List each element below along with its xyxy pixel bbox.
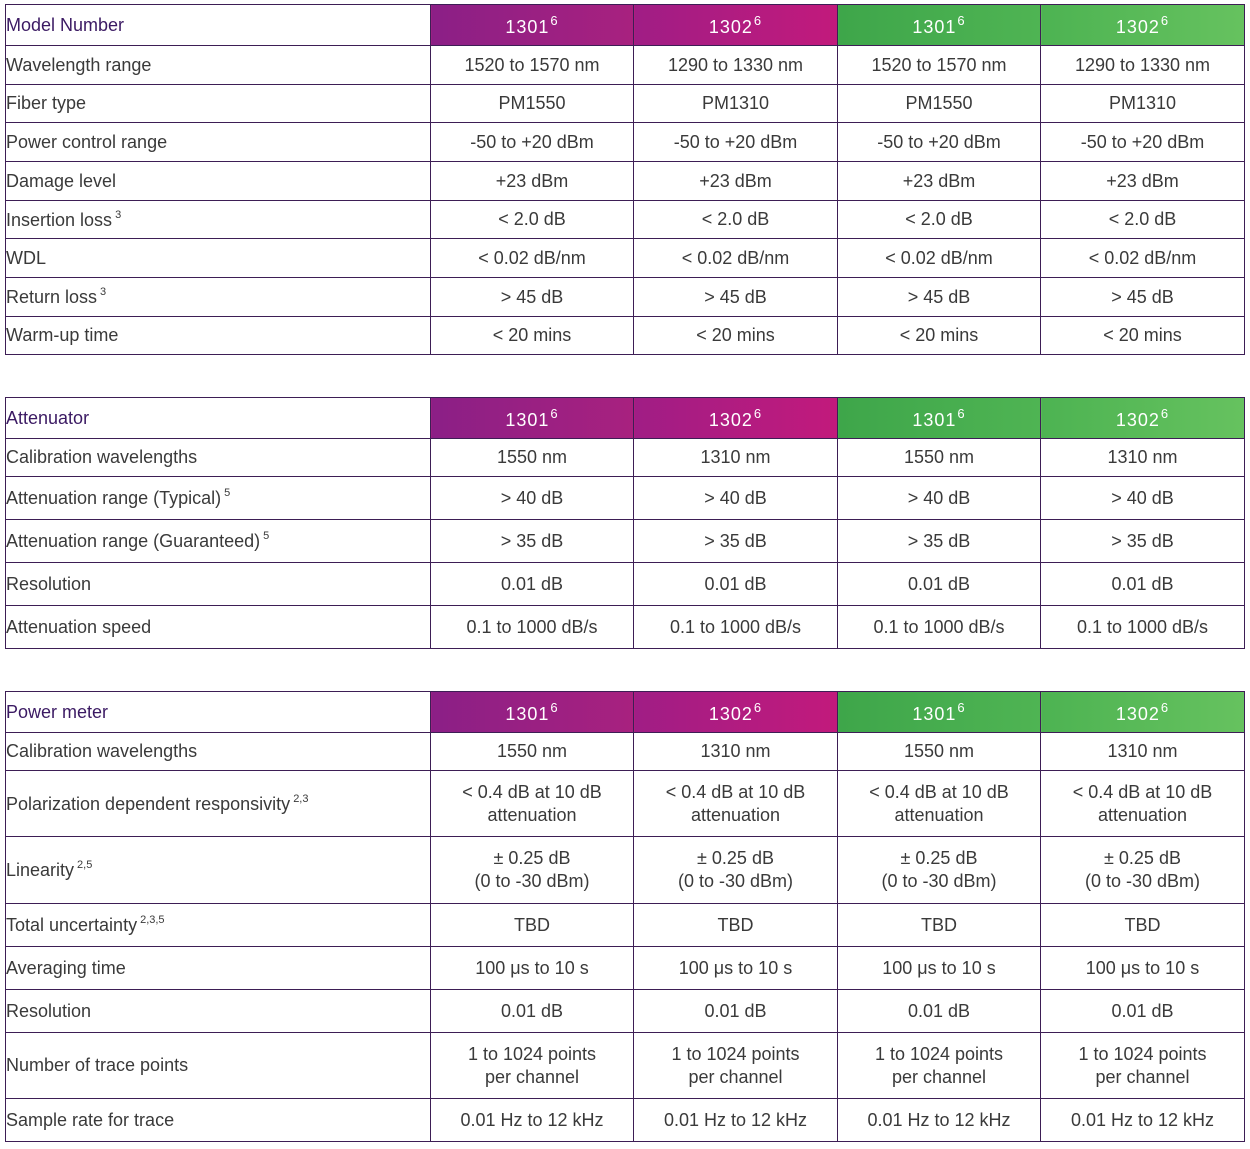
model-number: 1302 — [708, 703, 753, 724]
value-line: PM1310 — [701, 93, 770, 113]
value-line: 1310 nm — [1107, 741, 1178, 761]
value-line: 0.01 dB — [704, 1000, 767, 1021]
value-cell — [634, 837, 838, 904]
value-line: 1520 to 1570 nm — [871, 54, 1007, 75]
table-row — [6, 1099, 1245, 1142]
value-cell — [1041, 85, 1245, 123]
table-row — [6, 771, 1245, 837]
table-row — [6, 606, 1245, 649]
row-label — [6, 477, 431, 520]
model-number: 1301 — [912, 409, 957, 430]
value-cell — [1041, 771, 1245, 837]
value-cell — [634, 123, 838, 162]
table-row — [6, 1033, 1245, 1099]
row-label — [6, 904, 431, 947]
row-label-text: Damage level — [6, 170, 117, 191]
value-line: > 35 dB — [1111, 530, 1174, 551]
value-line: > 40 dB — [500, 487, 564, 508]
value-line: < 0.4 dB at 10 dB — [665, 781, 806, 802]
table-row — [6, 520, 1245, 563]
value-line: 0.01 dB — [1111, 573, 1174, 594]
model-header — [838, 398, 1041, 439]
value-cell — [634, 46, 838, 85]
value-line: 1310 nm — [1107, 447, 1178, 467]
model-number-table — [5, 4, 1245, 355]
value-cell — [634, 606, 838, 649]
model-number: 1301 — [912, 703, 957, 724]
value-cell — [431, 520, 634, 563]
value-line: ± 0.25 dB — [493, 848, 571, 868]
value-cell — [1041, 520, 1245, 563]
row-label-text: Insertion loss — [6, 209, 113, 230]
value-line: 1310 nm — [700, 741, 771, 761]
value-cell — [838, 123, 1041, 162]
value-cell — [634, 947, 838, 990]
value-cell — [634, 771, 838, 837]
row-label-text: Warm-up time — [6, 325, 119, 345]
table-header-row — [6, 5, 1245, 46]
value-cell — [838, 85, 1041, 123]
value-line: +23 dBm — [1106, 170, 1179, 191]
row-label — [6, 733, 431, 771]
row-label-text: Calibration wavelengths — [6, 447, 198, 467]
value-line: 0.01 dB — [500, 573, 564, 594]
model-number: 1302 — [1115, 409, 1160, 430]
value-line: 0.01 Hz to 12 kHz — [460, 1109, 604, 1130]
model-footnote: 6 — [957, 405, 966, 421]
model-header — [634, 692, 838, 733]
value-line: 100 μs to 10 s — [1085, 957, 1200, 978]
row-label — [6, 85, 431, 123]
row-label-text: Fiber type — [6, 93, 87, 113]
model-header — [1041, 692, 1245, 733]
value-cell — [431, 201, 634, 239]
model-header — [431, 5, 634, 46]
row-label — [6, 162, 431, 201]
value-cell — [838, 46, 1041, 85]
row-label — [6, 563, 431, 606]
value-line: 1 to 1024 points — [467, 1043, 597, 1064]
row-label — [6, 278, 431, 317]
value-cell — [838, 520, 1041, 563]
row-label — [6, 771, 431, 837]
value-cell — [431, 904, 634, 947]
row-label — [6, 239, 431, 278]
value-line: TBD — [921, 914, 957, 935]
value-cell — [838, 317, 1041, 355]
value-line: > 40 dB — [1111, 487, 1174, 508]
value-line: > 35 dB — [500, 530, 564, 551]
value-line: < 2.0 dB — [905, 209, 973, 229]
value-line: (0 to -30 dBm) — [1084, 871, 1201, 891]
table-row — [6, 278, 1245, 317]
value-cell — [431, 439, 634, 477]
row-label-text: Number of trace points — [6, 1055, 189, 1075]
value-line: per channel — [484, 1066, 580, 1087]
value-line: 1550 nm — [903, 741, 975, 761]
value-line: attenuation — [894, 804, 984, 825]
model-header — [1041, 5, 1245, 46]
value-cell — [1041, 201, 1245, 239]
value-line: 0.01 dB — [500, 1000, 564, 1021]
value-line: (0 to -30 dBm) — [474, 871, 590, 891]
value-line: PM1310 — [1108, 93, 1177, 113]
value-cell — [1041, 123, 1245, 162]
value-cell — [634, 317, 838, 355]
value-line: 1 to 1024 points — [671, 1043, 800, 1064]
value-line: < 0.02 dB/nm — [885, 247, 993, 268]
row-label — [6, 947, 431, 990]
value-cell — [431, 162, 634, 201]
value-cell — [634, 85, 838, 123]
value-cell — [1041, 477, 1245, 520]
model-number: 1301 — [505, 703, 550, 724]
value-cell — [838, 990, 1041, 1033]
value-cell — [1041, 239, 1245, 278]
value-line: 100 μs to 10 s — [475, 957, 589, 978]
value-line: attenuation — [487, 804, 577, 825]
value-line: 0.01 dB — [907, 573, 971, 594]
value-cell — [1041, 606, 1245, 649]
row-label-text: Wavelength range — [6, 54, 152, 75]
table-row — [6, 477, 1245, 520]
value-line: < 0.4 dB at 10 dB — [462, 781, 602, 802]
section-title: Attenuator — [6, 398, 431, 439]
value-line: per channel — [1095, 1066, 1190, 1087]
value-line: < 20 mins — [696, 325, 775, 345]
table-row — [6, 46, 1245, 85]
value-cell — [838, 606, 1041, 649]
value-cell — [431, 733, 634, 771]
value-line: 0.01 Hz to 12 kHz — [867, 1109, 1011, 1130]
value-line: 1550 nm — [496, 447, 568, 467]
row-label — [6, 520, 431, 563]
value-line: TBD — [1124, 914, 1161, 935]
value-line: > 45 dB — [704, 286, 767, 307]
value-cell — [1041, 563, 1245, 606]
model-footnote: 6 — [550, 12, 559, 28]
row-label-text: Polarization dependent responsivity — [6, 793, 291, 814]
value-line: > 35 dB — [704, 530, 767, 551]
value-cell — [431, 606, 634, 649]
table-row — [6, 439, 1245, 477]
model-number: 1302 — [1115, 703, 1160, 724]
value-cell — [1041, 317, 1245, 355]
model-number: 1301 — [912, 16, 957, 37]
value-cell — [431, 990, 634, 1033]
value-cell — [838, 947, 1041, 990]
model-footnote: 6 — [957, 699, 966, 715]
table-row — [6, 239, 1245, 278]
value-line: ± 0.25 dB — [697, 848, 774, 868]
row-label — [6, 201, 431, 239]
value-cell — [838, 904, 1041, 947]
model-number: 1302 — [708, 409, 753, 430]
value-cell — [634, 733, 838, 771]
value-cell — [431, 317, 634, 355]
row-label-text: Attenuation speed — [6, 616, 152, 637]
model-header — [431, 692, 634, 733]
table-row — [6, 947, 1245, 990]
value-line: < 2.0 dB — [498, 209, 566, 229]
row-label — [6, 837, 431, 904]
value-cell — [431, 1099, 634, 1142]
label-footnote: 3 — [115, 208, 122, 221]
value-cell — [634, 904, 838, 947]
attenuator-table — [5, 397, 1245, 649]
value-line: > 45 dB — [1111, 286, 1174, 307]
row-label-text: Resolution — [6, 573, 92, 594]
value-cell — [431, 85, 634, 123]
table-header-row — [6, 398, 1245, 439]
label-footnote: 5 — [224, 487, 231, 499]
value-line: > 45 dB — [907, 286, 971, 307]
model-footnote: 6 — [957, 12, 966, 28]
model-footnote: 6 — [1160, 699, 1170, 715]
table-row — [6, 85, 1245, 123]
value-line: 1290 to 1330 nm — [667, 54, 804, 75]
value-cell — [634, 1033, 838, 1099]
value-line: 0.1 to 1000 dB/s — [873, 616, 1005, 637]
value-cell — [838, 477, 1041, 520]
value-line: PM1550 — [498, 93, 566, 113]
row-label-text: Linearity — [6, 860, 75, 880]
value-line: < 0.4 dB at 10 dB — [869, 781, 1009, 802]
value-cell — [634, 990, 838, 1033]
value-cell — [1041, 162, 1245, 201]
table-row — [6, 162, 1245, 201]
power-meter-table — [5, 691, 1245, 1142]
value-line: < 2.0 dB — [1108, 209, 1177, 229]
value-line: attenuation — [1097, 804, 1188, 825]
row-label-text: Resolution — [6, 1000, 92, 1021]
value-cell — [431, 477, 634, 520]
value-line: > 40 dB — [704, 487, 767, 508]
label-footnote: 5 — [263, 530, 270, 542]
table-header-row — [6, 692, 1245, 733]
value-line: -50 to +20 dBm — [470, 131, 594, 152]
value-cell — [838, 563, 1041, 606]
value-cell — [1041, 904, 1245, 947]
value-line: +23 dBm — [902, 170, 976, 191]
value-cell — [431, 123, 634, 162]
value-cell — [1041, 1033, 1245, 1099]
value-line: ± 0.25 dB — [900, 848, 978, 868]
table-row — [6, 990, 1245, 1033]
label-footnote: 2,3,5 — [140, 914, 165, 926]
value-cell — [838, 733, 1041, 771]
label-footnote: 2,5 — [77, 859, 93, 871]
model-header — [634, 398, 838, 439]
value-cell — [838, 1099, 1041, 1142]
model-footnote: 6 — [550, 405, 559, 421]
value-cell — [431, 278, 634, 317]
value-cell — [1041, 990, 1245, 1033]
value-cell — [838, 239, 1041, 278]
row-label-text: Power control range — [6, 131, 168, 152]
value-line: 0.1 to 1000 dB/s — [669, 616, 802, 637]
value-cell — [431, 563, 634, 606]
model-number: 1301 — [505, 409, 550, 430]
value-cell — [634, 563, 838, 606]
model-header — [634, 5, 838, 46]
model-footnote: 6 — [550, 699, 559, 715]
value-line: PM1550 — [905, 93, 973, 113]
value-cell — [634, 520, 838, 563]
value-line: < 20 mins — [1103, 325, 1182, 345]
value-cell — [1041, 278, 1245, 317]
value-line: < 0.4 dB at 10 dB — [1072, 781, 1213, 802]
value-line: 0.01 dB — [907, 1000, 971, 1021]
model-footnote: 6 — [753, 699, 763, 715]
value-cell — [431, 46, 634, 85]
row-label-text: Total uncertainty — [6, 915, 138, 935]
row-label-text: Calibration wavelengths — [6, 741, 198, 761]
value-cell — [838, 278, 1041, 317]
value-line: per channel — [688, 1066, 783, 1087]
value-line: (0 to -30 dBm) — [677, 871, 794, 891]
value-cell — [838, 771, 1041, 837]
row-label-text: WDL — [6, 247, 46, 268]
row-label — [6, 317, 431, 355]
value-line: per channel — [891, 1066, 987, 1087]
model-header — [838, 692, 1041, 733]
value-cell — [1041, 947, 1245, 990]
model-number: 1302 — [1115, 16, 1160, 37]
value-line: 1520 to 1570 nm — [464, 54, 600, 75]
model-footnote: 6 — [753, 405, 763, 421]
value-line: < 0.02 dB/nm — [681, 247, 790, 268]
value-line: < 2.0 dB — [701, 209, 770, 229]
value-line: -50 to +20 dBm — [877, 131, 1001, 152]
table-row — [6, 733, 1245, 771]
value-cell — [1041, 46, 1245, 85]
value-cell — [431, 239, 634, 278]
value-line: < 0.02 dB/nm — [1088, 247, 1197, 268]
value-line: < 20 mins — [899, 325, 979, 345]
value-line: 1550 nm — [903, 447, 975, 467]
row-label — [6, 990, 431, 1033]
value-cell — [431, 947, 634, 990]
value-line: 0.01 dB — [1111, 1000, 1174, 1021]
row-label — [6, 1033, 431, 1099]
model-header — [1041, 398, 1245, 439]
row-label-text: Attenuation range (Guaranteed) — [6, 531, 261, 551]
value-line: TBD — [717, 914, 754, 935]
value-line: 1550 nm — [496, 741, 568, 761]
value-line: -50 to +20 dBm — [673, 131, 798, 152]
value-cell — [1041, 1099, 1245, 1142]
value-cell — [838, 162, 1041, 201]
value-cell — [838, 1033, 1041, 1099]
row-label-text: Attenuation range (Typical) — [6, 488, 222, 508]
value-cell — [838, 439, 1041, 477]
value-line: < 20 mins — [492, 325, 572, 345]
table-row — [6, 563, 1245, 606]
value-line: 100 μs to 10 s — [882, 957, 996, 978]
value-line: 0.01 Hz to 12 kHz — [1070, 1109, 1215, 1130]
value-line: 0.01 Hz to 12 kHz — [663, 1109, 808, 1130]
value-line: > 45 dB — [500, 286, 564, 307]
model-number: 1302 — [708, 16, 753, 37]
value-line: 0.1 to 1000 dB/s — [466, 616, 598, 637]
value-cell — [634, 278, 838, 317]
value-line: +23 dBm — [699, 170, 772, 191]
value-line: 1 to 1024 points — [874, 1043, 1004, 1064]
value-line: ± 0.25 dB — [1104, 848, 1181, 868]
value-line: +23 dBm — [495, 170, 569, 191]
row-label-text: Return loss — [6, 287, 98, 307]
value-line: > 40 dB — [907, 487, 971, 508]
value-cell — [634, 477, 838, 520]
model-header — [431, 398, 634, 439]
table-row — [6, 837, 1245, 904]
value-cell — [431, 1033, 634, 1099]
value-line: (0 to -30 dBm) — [881, 871, 997, 891]
model-footnote: 6 — [753, 12, 763, 28]
value-line: 1310 nm — [700, 447, 771, 467]
table-row — [6, 201, 1245, 239]
section-title: Power meter — [6, 692, 431, 733]
model-footnote: 6 — [1160, 12, 1170, 28]
table-row — [6, 123, 1245, 162]
value-line: TBD — [514, 914, 550, 935]
value-line: -50 to +20 dBm — [1080, 131, 1205, 152]
value-cell — [1041, 439, 1245, 477]
row-label — [6, 46, 431, 85]
value-cell — [431, 837, 634, 904]
value-line: attenuation — [690, 804, 781, 825]
row-label-text: Sample rate for trace — [6, 1109, 175, 1130]
table-row — [6, 904, 1245, 947]
row-label — [6, 439, 431, 477]
label-footnote: 3 — [100, 286, 107, 298]
value-cell — [1041, 733, 1245, 771]
row-label-text: Averaging time — [6, 957, 126, 978]
model-header — [838, 5, 1041, 46]
value-line: 1 to 1024 points — [1078, 1043, 1207, 1064]
value-cell — [838, 837, 1041, 904]
value-line: 1290 to 1330 nm — [1074, 54, 1211, 75]
value-line: 0.1 to 1000 dB/s — [1076, 616, 1209, 637]
model-footnote: 6 — [1160, 405, 1170, 421]
value-cell — [634, 201, 838, 239]
row-label — [6, 606, 431, 649]
value-cell — [634, 239, 838, 278]
table-row — [6, 317, 1245, 355]
model-number: 1301 — [505, 16, 550, 37]
value-cell — [634, 439, 838, 477]
section-title: Model Number — [6, 5, 431, 46]
value-cell — [1041, 837, 1245, 904]
value-line: > 35 dB — [907, 530, 971, 551]
row-label — [6, 123, 431, 162]
value-line: 0.01 dB — [704, 573, 767, 594]
value-cell — [634, 1099, 838, 1142]
value-cell — [634, 162, 838, 201]
value-line: 100 μs to 10 s — [678, 957, 793, 978]
row-label — [6, 1099, 431, 1142]
label-footnote: 2,3 — [293, 792, 309, 805]
value-cell — [838, 201, 1041, 239]
value-line: < 0.02 dB/nm — [478, 247, 586, 268]
value-cell — [431, 771, 634, 837]
